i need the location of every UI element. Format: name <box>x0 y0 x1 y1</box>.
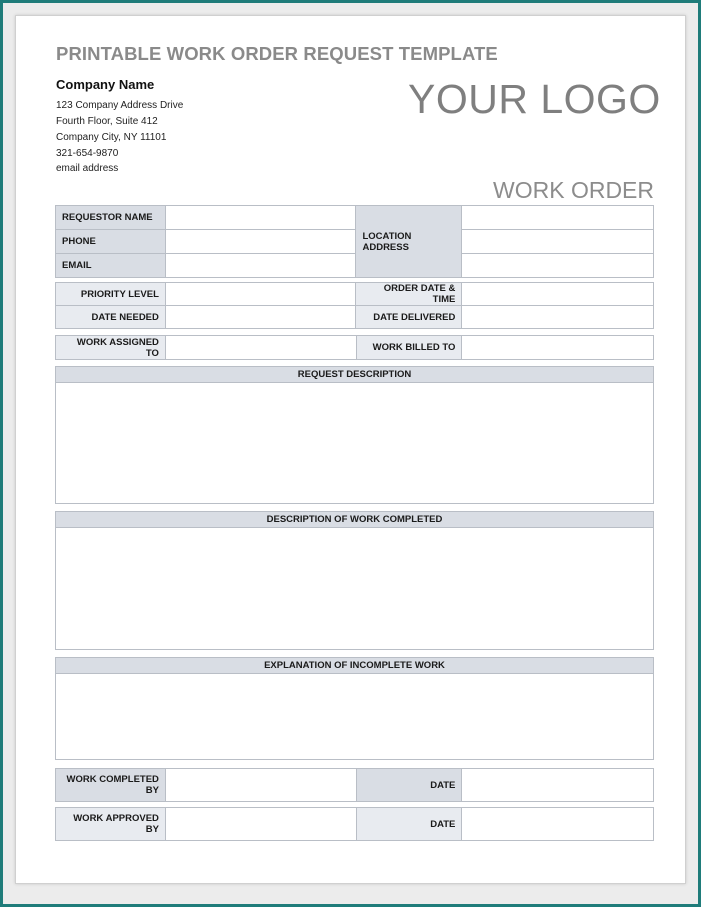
email-label: EMAIL <box>56 254 166 278</box>
company-phone: 321-654-9870 <box>56 148 119 159</box>
request-description-field[interactable] <box>56 383 653 503</box>
location-address-label: LOCATION ADDRESS <box>356 206 462 278</box>
order-date-time-label: ORDER DATE & TIME <box>356 283 462 306</box>
dates-table <box>55 282 654 329</box>
work-completed-field[interactable] <box>56 528 653 649</box>
work-billed-to-field[interactable] <box>462 336 654 360</box>
work-assigned-to-field[interactable] <box>165 336 356 360</box>
work-approved-by-field[interactable] <box>165 808 356 841</box>
work-completed-section <box>55 511 654 650</box>
phone-label: PHONE <box>56 230 166 254</box>
work-billed-to-label: WORK BILLED TO <box>356 336 462 360</box>
work-order-title: WORK ORDER <box>493 177 654 203</box>
requestor-name-label: REQUESTOR NAME <box>56 206 166 230</box>
incomplete-work-heading: EXPLANATION OF INCOMPLETE WORK <box>56 658 653 674</box>
email-field[interactable] <box>165 254 356 278</box>
work-assigned-to-label: WORK ASSIGNED TO <box>56 336 166 360</box>
order-date-time-field[interactable] <box>462 283 654 306</box>
approved-date-label: DATE <box>356 808 462 841</box>
phone-field[interactable] <box>165 230 356 254</box>
work-completed-by-label: WORK COMPLETED BY <box>56 769 166 802</box>
company-name: Company Name <box>56 77 155 92</box>
date-needed-field[interactable] <box>165 306 356 329</box>
work-approved-by-label: WORK APPROVED BY <box>56 808 166 841</box>
requestor-name-field[interactable] <box>165 206 356 230</box>
date-delivered-label: DATE DELIVERED <box>356 306 462 329</box>
date-needed-label: DATE NEEDED <box>56 306 166 329</box>
priority-level-field[interactable] <box>165 283 356 306</box>
request-description-heading: REQUEST DESCRIPTION <box>56 367 653 383</box>
completed-by-table <box>55 768 654 802</box>
assignment-table <box>55 335 654 360</box>
priority-level-label: PRIORITY LEVEL <box>56 283 166 306</box>
company-address-line2: Fourth Floor, Suite 412 <box>56 116 158 127</box>
completed-date-label: DATE <box>356 769 462 802</box>
location-address-field-3[interactable] <box>462 254 654 278</box>
requestor-table <box>55 205 654 278</box>
approved-date-field[interactable] <box>462 808 654 841</box>
completed-date-field[interactable] <box>462 769 654 802</box>
approved-by-table <box>55 807 654 841</box>
document-page <box>15 15 686 884</box>
document-title: PRINTABLE WORK ORDER REQUEST TEMPLATE <box>56 43 498 64</box>
window-frame <box>3 3 698 904</box>
request-description-section <box>55 366 654 504</box>
company-address-line3: Company City, NY 11101 <box>56 132 167 143</box>
incomplete-work-section <box>55 657 654 760</box>
date-delivered-field[interactable] <box>462 306 654 329</box>
location-address-field-1[interactable] <box>462 206 654 230</box>
incomplete-work-field[interactable] <box>56 674 653 759</box>
work-completed-by-field[interactable] <box>165 769 356 802</box>
company-email: email address <box>56 163 119 174</box>
work-completed-heading: DESCRIPTION OF WORK COMPLETED <box>56 512 653 528</box>
location-address-field-2[interactable] <box>462 230 654 254</box>
company-address-line1: 123 Company Address Drive <box>56 100 184 111</box>
logo-placeholder: YOUR LOGO <box>408 76 661 122</box>
